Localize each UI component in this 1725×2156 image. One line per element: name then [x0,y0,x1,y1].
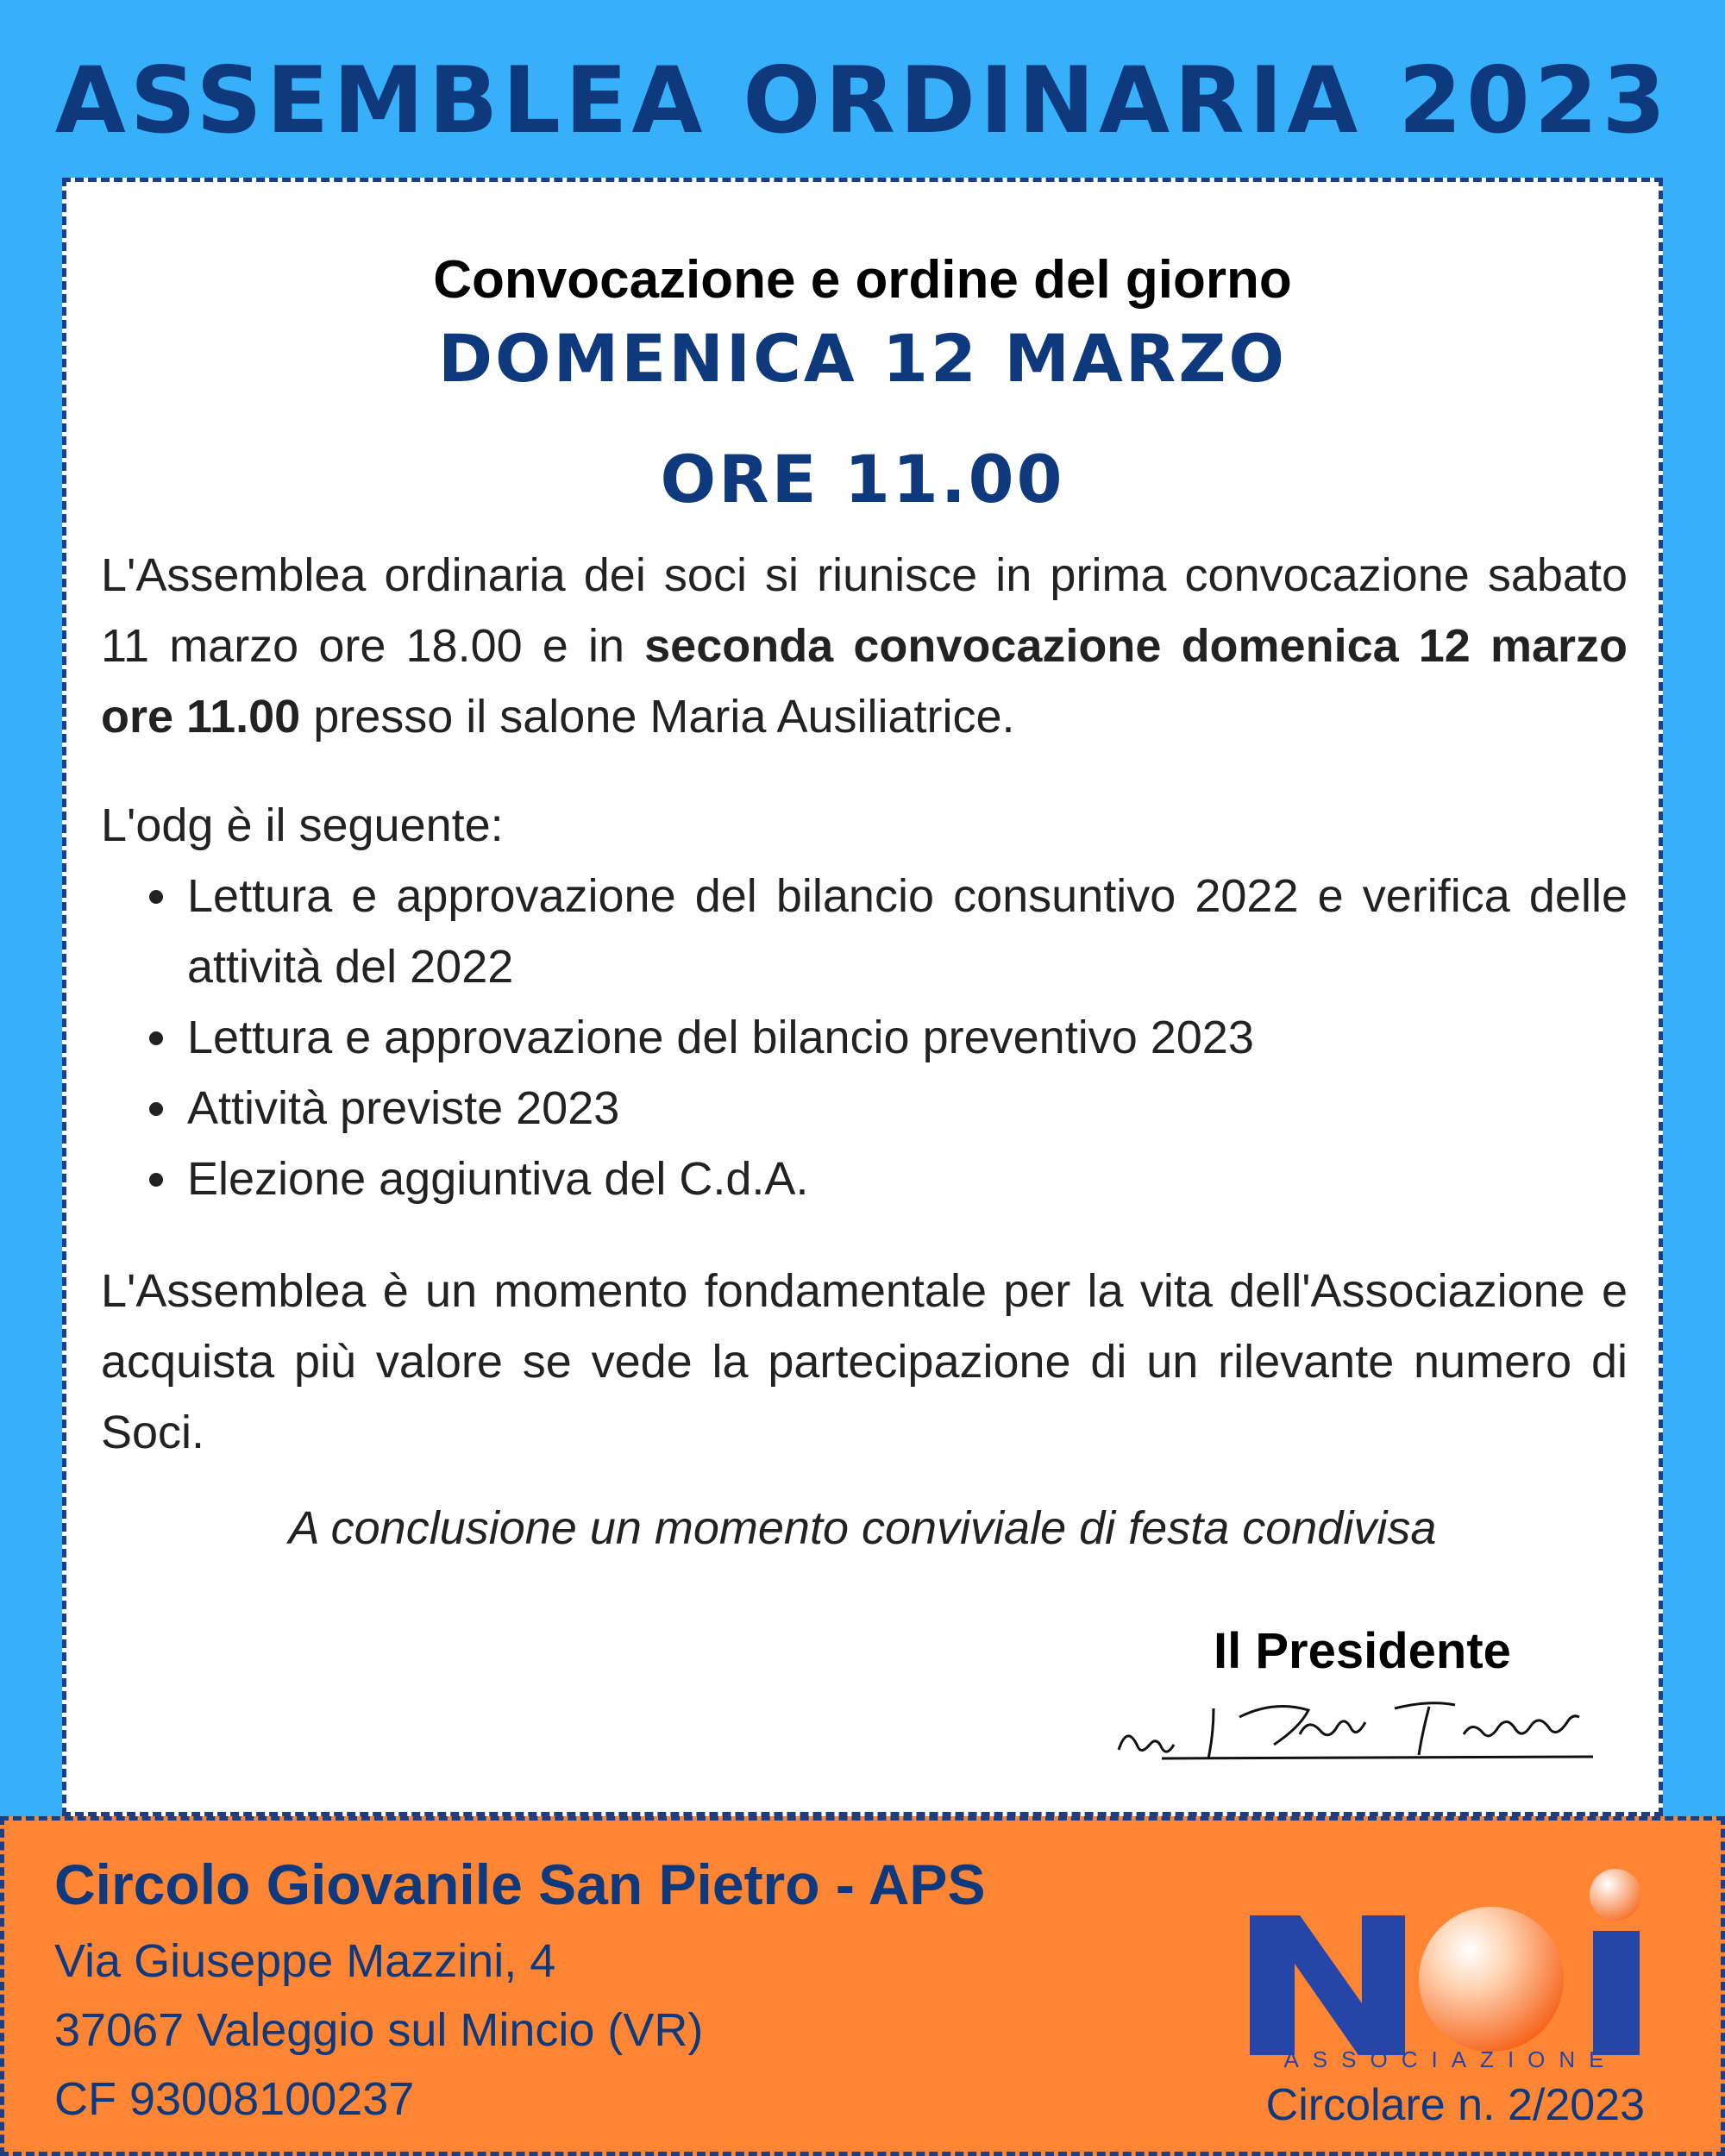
agenda-item-text: Attività previste 2023 [187,1082,620,1134]
closing-line: A conclusione un momento conviviale di festa condivisa [288,1502,1437,1554]
agenda-list [101,861,1628,1214]
convocation-paragraph [101,540,1628,752]
bullet-icon [149,1031,163,1045]
convocation-text-bold: seconda convocazione domenica 12 marzo ore 11.00 [101,620,1628,743]
noi-logo-icon [1239,1852,1662,2076]
address-city: 37067 Valeggio sul Mincio (VR) [54,2004,704,2056]
organization-name: Circolo Giovanile San Pietro - APS [54,1852,986,1916]
fiscal-code: CF 93008100237 [54,2073,415,2125]
signature-icon [1110,1683,1610,1777]
convocation-text-1: L'Assemblea ordinaria dei soci si riunisce in prima convocazione sabato 11 marzo ore 18.00 e in [101,549,1628,672]
bullet-icon [149,890,163,904]
president-title: Il Presidente [1214,1623,1511,1679]
meeting-date: DOMENICA 12 MARZO [437,320,1288,397]
list-item [101,1073,1628,1144]
list-item [101,1002,1628,1073]
agenda-item-text: Lettura e approvazione del bilancio consuntivo 2022 e verifica delle attività del 2022 [187,870,1628,993]
circular-number: Circolare n. 2/2023 [1265,2080,1645,2130]
bullet-icon [149,1173,163,1187]
agenda-intro: L'odg è il seguente: [101,799,504,851]
notice-card [62,178,1663,1816]
bullet-icon [149,1102,163,1116]
importance-paragraph: L'Assemblea è un momento fondamentale per la vita dell'Associazione e acquista più valore se vede la partecipazione di un rilevante numero di Soci. [101,1265,1628,1458]
list-item [101,861,1628,1002]
notice-subtitle: Convocazione e ordine del giorno [433,250,1292,310]
list-item [101,1144,1628,1214]
meeting-time: ORE 11.00 [660,441,1065,517]
agenda-item-text: Elezione aggiuntiva del C.d.A. [187,1153,809,1205]
page-title: ASSEMBLEA ORDINARIA 2023 [54,47,1671,154]
logo-subtitle: ASSOCIAZIONE [1283,2046,1618,2072]
agenda-item-text: Lettura e approvazione del bilancio preventivo 2023 [187,1012,1254,1063]
footer [0,1816,1725,2156]
address-street: Via Giuseppe Mazzini, 4 [54,1935,556,1987]
convocation-text-2: presso il salone Maria Ausiliatrice. [300,691,1015,743]
